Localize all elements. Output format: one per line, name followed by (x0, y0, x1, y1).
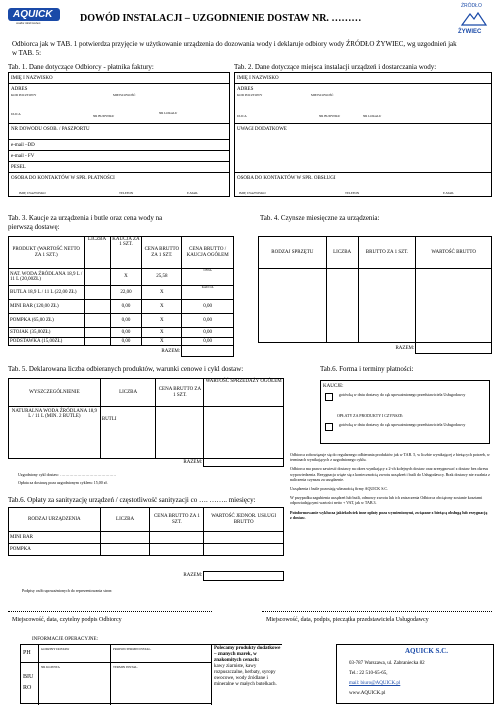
footer-box (20, 644, 494, 704)
tab5-cell[interactable] (204, 407, 284, 459)
term-3: Urządzenia i butle pozostają własnością firmy AQUICK S.C. (290, 485, 389, 491)
tab6b-cell[interactable] (100, 532, 150, 544)
tab3-cell: X (142, 300, 182, 314)
tab2-title: Tab. 2. Dane dotyczące miejsca instalacji urządzeń i dostarczania wody: (234, 63, 437, 71)
tab2-contact-name: IMIĘ I NAZWISKO (239, 191, 266, 195)
tab3-cell: X (142, 328, 182, 338)
ops-client-no: NR KLIENTA (41, 665, 60, 669)
table-row: POMPKA (65,00 ZŁ) (9, 314, 85, 328)
tab5-unit: BUTLI (100, 407, 156, 459)
tab3-cell: 0,00 (110, 300, 142, 314)
tab3-cell: X (110, 269, 142, 286)
tab2-apartment: NR LOKALU (363, 114, 382, 118)
tab1-email-dd: e-mail –DD (11, 143, 35, 148)
ops-grid (20, 644, 282, 704)
tab3-qty-cell[interactable] (84, 300, 110, 314)
tab6b-cell[interactable] (204, 544, 284, 556)
tab3-header: LICZBA (84, 237, 110, 269)
tab5-header: WYSZCZEGÓLNIENIE (9, 379, 101, 407)
logo-right-top: ŹRÓDŁO (461, 3, 482, 9)
tab3-cell: 22,00 (110, 286, 142, 300)
tab4-title: Tab. 4. Czynsze miesięczne za urządzenia: (260, 214, 380, 222)
company-box (336, 644, 494, 704)
tab3-header: CENA BRUTTO ZA 1 SZT. (142, 237, 182, 269)
tab3-qty-cell[interactable] (84, 269, 110, 286)
tab1-postal: KOD POCZTOWY (11, 93, 37, 97)
tab1-box (8, 72, 230, 197)
tab1-contact-name: IMIĘ I NAZWISKO (19, 191, 46, 195)
ops-biuro-2: RO (23, 685, 32, 691)
page-title: DOWÓD INSTALACJI – UZGODNIENIE DOSTAW NR. ……… (80, 13, 362, 24)
tab2-name: IMIĘ I NAZWISKO (237, 76, 279, 81)
tab1-city: MIEJSCOWOŚĆ (113, 93, 136, 97)
tab2-box (234, 72, 492, 197)
tab3-cell: 0,00 (182, 314, 234, 328)
intro-text: Odbiorca jak w TAB. 1 potwierdza przyjęcie w użytkowanie urządzenia do dozowania wody i deklaruje odbiory wody ŹRÓDŁO ŻYWIEC, wg uzgodnień jak w TAB. 5: (12, 40, 457, 57)
table-row: NAT. WODA ŹRÓDLANA 18,9 L / 11 L (20,00ZŁ) (9, 269, 85, 286)
logo-tagline: wodne mistrzostwo (16, 21, 41, 25)
tab5-sum-label: RAZEM: (183, 460, 203, 466)
tab5-header: LICZBA (100, 379, 156, 407)
tab3-table (8, 236, 234, 357)
tab4-header: LICZBA (326, 237, 358, 269)
mountain-icon (460, 10, 488, 28)
tab5-title: Tab. 5. Deklarowana liczba odbieranych produktów, warunki cenowe i cykl dostaw: (8, 365, 244, 373)
tab1-contact: OSOBA DO KONTAKTÓW W SPR. PŁATNOŚCI (11, 176, 115, 181)
tab6b-cell[interactable] (204, 532, 284, 544)
deposit-option: gotówką w dniu dostawy do rąk upoważnionego przedstawiciela Usługodawcy (339, 392, 466, 397)
tab6b-header: WARTOŚĆ JEDNOR. USŁUGI BRUTTO (204, 508, 284, 532)
logo-right-bottom: ŻYWIEC (458, 29, 482, 35)
deposit-label: KAUCJE: (323, 384, 344, 389)
company-mail[interactable]: mail: biuro@AQUICK.pl (349, 681, 401, 686)
tab6-title: Tab.6. Forma i terminy płatności: (320, 365, 414, 373)
tab2-contact-email: E-MAIL (443, 191, 455, 195)
tab6b-header: CENA BRUTTO ZA 1 SZT. (150, 508, 204, 532)
ops-biuro-1: BIU (23, 674, 34, 680)
tab1-contact-email: E-MAIL (187, 191, 199, 195)
tab3-header: CENA BRUTTO / KAUCJA OGÓŁEM (182, 237, 234, 269)
tab3-cell: X (142, 338, 182, 346)
tab4-cell[interactable] (416, 269, 492, 343)
signature-line-left[interactable] (8, 611, 212, 612)
tab1-pesel: PESEL (11, 165, 26, 170)
tab1-street: ULICA (11, 112, 21, 116)
promo-title: Polecamy produkty dodatkowe – znanych marek, w znakomitych cenach: (214, 646, 281, 663)
tab2-building: NR BUDYNKU (319, 114, 341, 118)
tab3-title-1: Tab. 3. Kaucje za urządzenia i butle oraz cena wody na (8, 214, 163, 222)
zrodlo-zywiec-logo (454, 4, 494, 38)
tab3-cell: 0,00 (110, 314, 142, 328)
table-row: MINI BAR (120,00 ZŁ) (9, 300, 85, 314)
tab2-contact: OSOBA DO KONTAKTÓW W SPR. OBSŁUGI (237, 176, 336, 181)
company-www[interactable]: www.AQUICK.pl (349, 691, 386, 696)
tab3-title-2: pierwszą dostawę: (8, 223, 60, 231)
tab2-city: MIEJSCOWOŚĆ (311, 93, 334, 97)
tab6b-table (8, 507, 284, 581)
tab3-cell: 25,58 (142, 269, 182, 286)
tab4-cell[interactable] (259, 269, 327, 343)
term-4: W przypadku zagubienia urządzeń lub butli, odmowy zwrotu lub ich zniszczenia Odbiorca obciążony zostanie kosztami odpowiadającymi wartości netto + VAT, jak w TAB.3. (290, 495, 483, 506)
signature-right-label: Miejscowość, data, podpis, pieczątka przedstawiciela Usługodawcy (266, 617, 429, 623)
tab1-email-fv: e-mail - FV (11, 154, 35, 159)
tab2-notes: UWAGI DODATKOWE (237, 127, 287, 132)
tab5-header: CENA BRUTTO ZA 1 SZT. (156, 379, 204, 407)
ops-ph: PH (23, 650, 31, 656)
tab5-table (8, 378, 284, 467)
tab1-apartment: NR LOKALU (159, 111, 178, 115)
tab6b-header: LICZBA (100, 508, 150, 532)
aquick-logo (8, 8, 60, 21)
promo-box (214, 646, 282, 688)
tab6b-sum-cell[interactable] (204, 572, 284, 581)
tab4-header: WARTOŚĆ BRUTTO (416, 237, 492, 269)
water-option: gotówką w dniu dostawy do rąk upoważnionego przedstawiciela Usługodawcy (339, 422, 466, 427)
tab1-title: Tab. 1. Dane dotyczące Odbiorcy - płatnika faktury: (8, 63, 154, 71)
tab4-table (258, 236, 492, 354)
table-row: BUTLA 18,9 L / 11 L (22,00 ZŁ) (9, 286, 85, 300)
logo-brand: AQUICK (13, 9, 53, 20)
tab3-cell: 0,00 (182, 328, 234, 338)
tab4-sum-label: RAZEM: (395, 345, 415, 351)
tab6-box (320, 380, 490, 444)
table-row: POMPKA (9, 544, 101, 556)
tab1-contact-phone: TELEFON (119, 191, 134, 195)
signature-left-label: Miejscowość, data, czytelny podpis Odbiorcy (12, 617, 122, 623)
table-row: PODSTAWKA (15,00ZŁ) (9, 338, 85, 346)
tab3-cell: CENA (182, 269, 234, 286)
tab1-name: IMIĘ I NAZWISKO (11, 76, 53, 81)
term-2: Odbiorca ma prawo zawiesić dostawy na okres wynikający z 2-ch kolejnych dostaw oraz zrezygnować z dostaw bez okresu wypowiedzenia. Rezygnacja wiąże się z koniecznością zwrotu urządzeń i butli do Usługodawcy. Brak dostawy nie zwalnia z naliczenia czynszu za urządzenie. (290, 466, 490, 482)
tab6b-sum-label: RAZEM: (183, 573, 203, 579)
tab4-header: BRUTTO ZA 1 SZT. (358, 237, 416, 269)
tab6b-title: Tab.6. Opłaty za sanityzację urządzeń / częstotliwość sanityzacji co …. …….. miesięcy: (8, 496, 256, 504)
ops-title: INFORMACJE OPERACYJNE: (32, 637, 98, 642)
water-checkbox[interactable] (325, 423, 333, 431)
ops-install-term: TERMIN INSTAL. (113, 665, 138, 669)
tab3-cell: X (142, 314, 182, 328)
signature-note: Podpisy osób upoważnionych do reprezentowania stron: (22, 588, 113, 593)
table-row: STOJAK (35,00ZŁ) (9, 328, 85, 338)
tab6b-cell[interactable] (100, 544, 150, 556)
tab3-header: KAUCJA ZA 1 SZT. (110, 237, 142, 269)
tab3-qty-cell[interactable] (84, 314, 110, 328)
tab3-qty-cell[interactable] (84, 328, 110, 338)
promo-text: kawy ziarniste, kawy rozpuszczalne, herbaty, syropy owocowe, wody źródlane i mineralne w małych butelkach. (214, 664, 277, 687)
company-address: 03-787 Warszawa, ul. Zabraniecka 82 (349, 661, 425, 666)
signature-line-right[interactable] (262, 611, 492, 612)
ops-install-date: PROPON.TERMIN INSTAL. (113, 647, 152, 651)
company-name: AQUICK S.C. (405, 647, 448, 655)
tab2-postal: KOD POCZTOWY (237, 93, 263, 97)
tab3-header: PRODUKT (WARTOŚĆ NETTO ZA 1 SZT.) (9, 237, 85, 269)
tab4-header: RODZAJ SPRZĘTU (259, 237, 327, 269)
tab6b-cell[interactable] (150, 532, 204, 544)
table-row: MINI BAR (9, 532, 101, 544)
tab3-cell: KAUCJA (182, 286, 234, 300)
tab3-cell: 0,00 (110, 338, 142, 346)
tab3-qty-cell[interactable] (84, 286, 110, 300)
tab1-building: NR BUDYNKU (93, 114, 115, 118)
tab5-header: WARTOŚĆ SPRZEDAŻY OGÓŁEM (204, 379, 284, 407)
tab2-contact-phone: TELEFON (345, 191, 360, 195)
water-label: OPŁATY ZA PRODUKTY I CZYNSZE: (337, 413, 404, 418)
tab4-cell[interactable] (326, 269, 358, 343)
tab3-cell: 0,00 (182, 338, 234, 346)
tab3-sum-label: RAZEM: (161, 348, 181, 354)
tab3-cell: X (142, 286, 182, 300)
tab1-address: ADRES (11, 87, 28, 92)
tab3-cell: 0,00 (182, 300, 234, 314)
table-row: NATURALNA WODA ŹRÓDLANA 18,9 L / 11 L (MIN. 2 BUTLE) (9, 407, 101, 459)
tab6b-header: RODZAJ URZĄDZENIA (9, 508, 101, 532)
tab4-cell[interactable] (358, 269, 416, 343)
tab5-sum-cell[interactable] (204, 459, 284, 467)
tab5-cell[interactable] (156, 407, 204, 459)
term-1: Odbiorca zobowiązuje się do regularnego odbierania produktów jak w TAB. 5, w liczbie wynikającej z bieżących potrzeb, w terminach wynikających z uzgodnionego cyklu. (290, 452, 490, 463)
deposit-checkbox[interactable] (325, 393, 333, 401)
ops-delivery-days: GODZINY DOSTAW (41, 647, 70, 651)
tab1-id: NR DOWODU OSOB. / PASZPORTU (11, 127, 90, 132)
terms-text (290, 452, 490, 520)
tab2-street: ULICA (237, 114, 247, 118)
tab3-sum-cell[interactable] (182, 346, 234, 357)
delivery-cycle: Uzgodniony cykl dostaw: …………………………………… (18, 472, 117, 477)
tab2-address: ADRES (237, 87, 254, 92)
delivery-fee: Opłata za dostawę poza uzgodnionym cyklem: 15,00 zł. (18, 480, 108, 485)
tab4-sum-cell[interactable] (416, 343, 492, 354)
tab6b-cell[interactable] (150, 544, 204, 556)
tab3-qty-cell[interactable] (84, 338, 110, 346)
term-5: Poinformowanie wyklucza jakiekolwiek inne opłaty poza wymienionymi, związane z bieżącą obsługą lub rezygnacją z dostaw. (290, 509, 488, 520)
company-tel: Tel.: 22 510-65-65, (349, 671, 388, 676)
tab3-cell: 0,00 (110, 328, 142, 338)
